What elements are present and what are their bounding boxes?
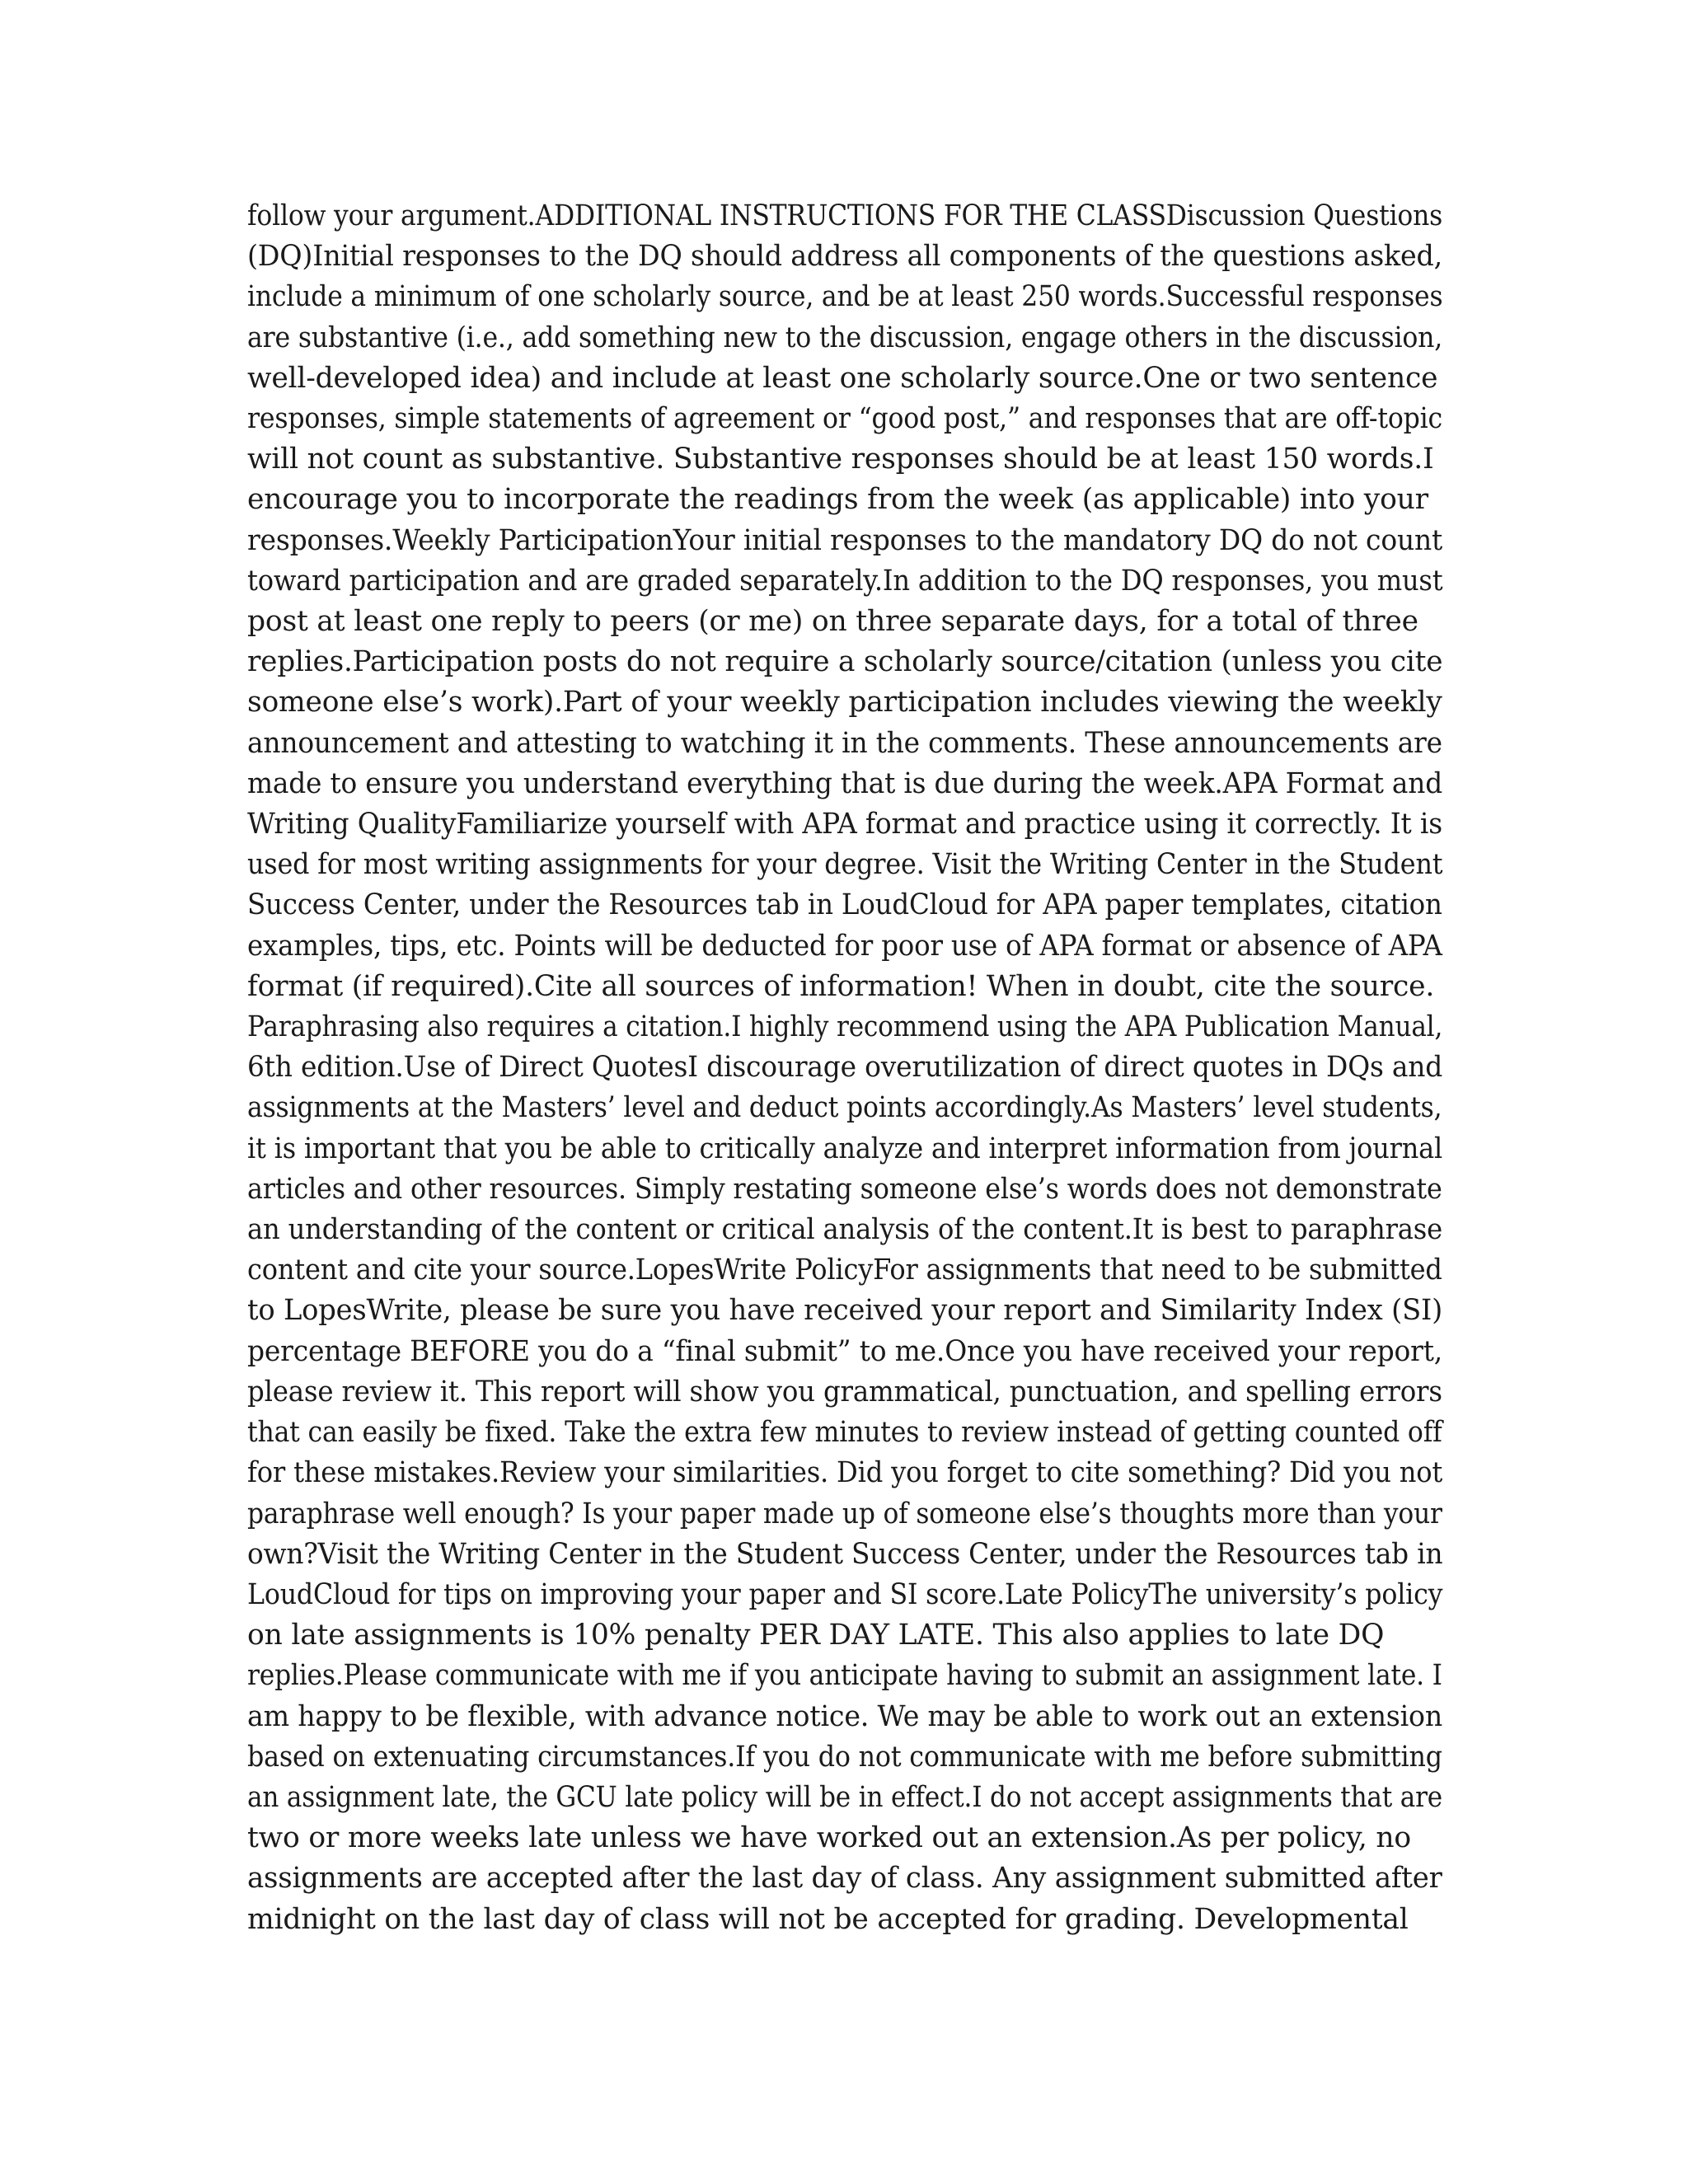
- text-line-22: 6th edition.Use of Direct QuotesI discourage overutilization of direct quotes in DQs and: [247, 1051, 1443, 1085]
- text-line-13: someone else’s work).Part of your weekly participation includes viewing the weekly: [247, 686, 1442, 719]
- text-line-32: for these mistakes.Review your similarities. Did you forget to cite something? Did you not: [247, 1456, 1443, 1490]
- text-line-25: articles and other resources. Simply restating someone else’s words does not demonstrate: [247, 1172, 1442, 1206]
- text-line-24: it is important that you be able to critically analyze and interpret information from journal: [247, 1132, 1443, 1165]
- body-text: [247, 196, 1442, 1940]
- text-line-28: to LopesWrite, please be sure you have received your report and Similarity Index (SI): [247, 1294, 1443, 1328]
- text-line-3: include a minimum of one scholarly source, and be at least 250 words.Successful responses: [247, 280, 1443, 314]
- text-line-12: replies.Participation posts do not require a scholarly source/citation (unless you cite: [247, 645, 1443, 679]
- text-line-14: announcement and attesting to watching it in the comments. These announcements are: [247, 726, 1442, 760]
- text-line-17: used for most writing assignments for your degree. Visit the Writing Center in the Student: [247, 848, 1443, 882]
- text-line-31: that can easily be fixed. Take the extra few minutes to review instead of getting counted off: [247, 1416, 1442, 1450]
- text-line-38: am happy to be flexible, with advance notice. We may be able to work out an extension: [247, 1699, 1443, 1733]
- text-line-16: Writing QualityFamiliarize yourself with APA format and practice using it correctly. It is: [247, 808, 1442, 841]
- text-line-20: format (if required).Cite all sources of information! When in doubt, cite the source.: [247, 969, 1435, 1003]
- text-line-33: paraphrase well enough? Is your paper made up of someone else’s thoughts more than your: [247, 1497, 1442, 1530]
- text-line-30: please review it. This report will show you grammatical, punctuation, and spelling errors: [247, 1375, 1442, 1408]
- text-line-41: two or more weeks late unless we have worked out an extension.As per policy, no: [247, 1821, 1411, 1855]
- text-line-18: Success Center, under the Resources tab in LoudCloud for APA paper templates, citation: [247, 888, 1442, 922]
- text-line-9: responses.Weekly ParticipationYour initial responses to the mandatory DQ do not count: [247, 523, 1443, 557]
- text-line-1: follow your argument.ADDITIONAL INSTRUCTIONS FOR THE CLASSDiscussion Questions: [247, 199, 1443, 232]
- text-line-39: based on extenuating circumstances.If you do not communicate with me before submitting: [247, 1740, 1442, 1774]
- text-line-34: own?Visit the Writing Center in the Student Success Center, under the Resources tab in: [247, 1537, 1443, 1571]
- text-line-43: midnight on the last day of class will not be accepted for grading. Developmental: [247, 1902, 1409, 1936]
- text-line-26: an understanding of the content or critical analysis of the content.It is best to paraphrase: [247, 1213, 1442, 1247]
- text-line-37: replies.Please communicate with me if you anticipate having to submit an assignment late. I: [247, 1659, 1442, 1693]
- text-line-40: an assignment late, the GCU late policy will be in effect.I do not accept assignments that are: [247, 1780, 1443, 1814]
- text-line-7: will not count as substantive. Substantive responses should be at least 150 words.I: [247, 443, 1434, 476]
- text-line-27: content and cite your source.LopesWrite PolicyFor assignments that need to be submitted: [247, 1254, 1442, 1287]
- text-line-19: examples, tips, etc. Points will be deducted for poor use of APA format or absence of APA: [247, 929, 1442, 963]
- text-line-36: on late assignments is 10% penalty PER DAY LATE. This also applies to late DQ: [247, 1619, 1385, 1652]
- text-line-15: made to ensure you understand everything that is due during the week.APA Format and: [247, 766, 1443, 800]
- text-line-35: LoudCloud for tips on improving your paper and SI score.Late PolicyThe university’s policy: [247, 1577, 1443, 1611]
- text-line-10: toward participation and are graded separately.In addition to the DQ responses, you must: [247, 564, 1443, 598]
- text-line-4: are substantive (i.e., add something new to the discussion, engage others in the discussion,: [247, 321, 1443, 354]
- text-line-6: responses, simple statements of agreement or “good post,” and responses that are off-topic: [247, 402, 1443, 436]
- text-line-21: Paraphrasing also requires a citation.I highly recommend using the APA Publication Manual,: [247, 1010, 1443, 1044]
- text-line-23: assignments at the Masters’ level and deduct points accordingly.As Masters’ level students,: [247, 1091, 1442, 1125]
- text-line-5: well-developed idea) and include at least one scholarly source.One or two sentence: [247, 361, 1438, 395]
- text-line-2: (DQ)Initial responses to the DQ should address all components of the questions asked,: [247, 240, 1443, 274]
- text-line-8: encourage you to incorporate the readings from the week (as applicable) into your: [247, 483, 1428, 517]
- text-line-42: assignments are accepted after the last day of class. Any assignment submitted after: [247, 1862, 1442, 1896]
- text-line-11: post at least one reply to peers (or me) on three separate days, for a total of three: [247, 605, 1418, 639]
- text-line-29: percentage BEFORE you do a “final submit” to me.Once you have received your report,: [247, 1334, 1443, 1368]
